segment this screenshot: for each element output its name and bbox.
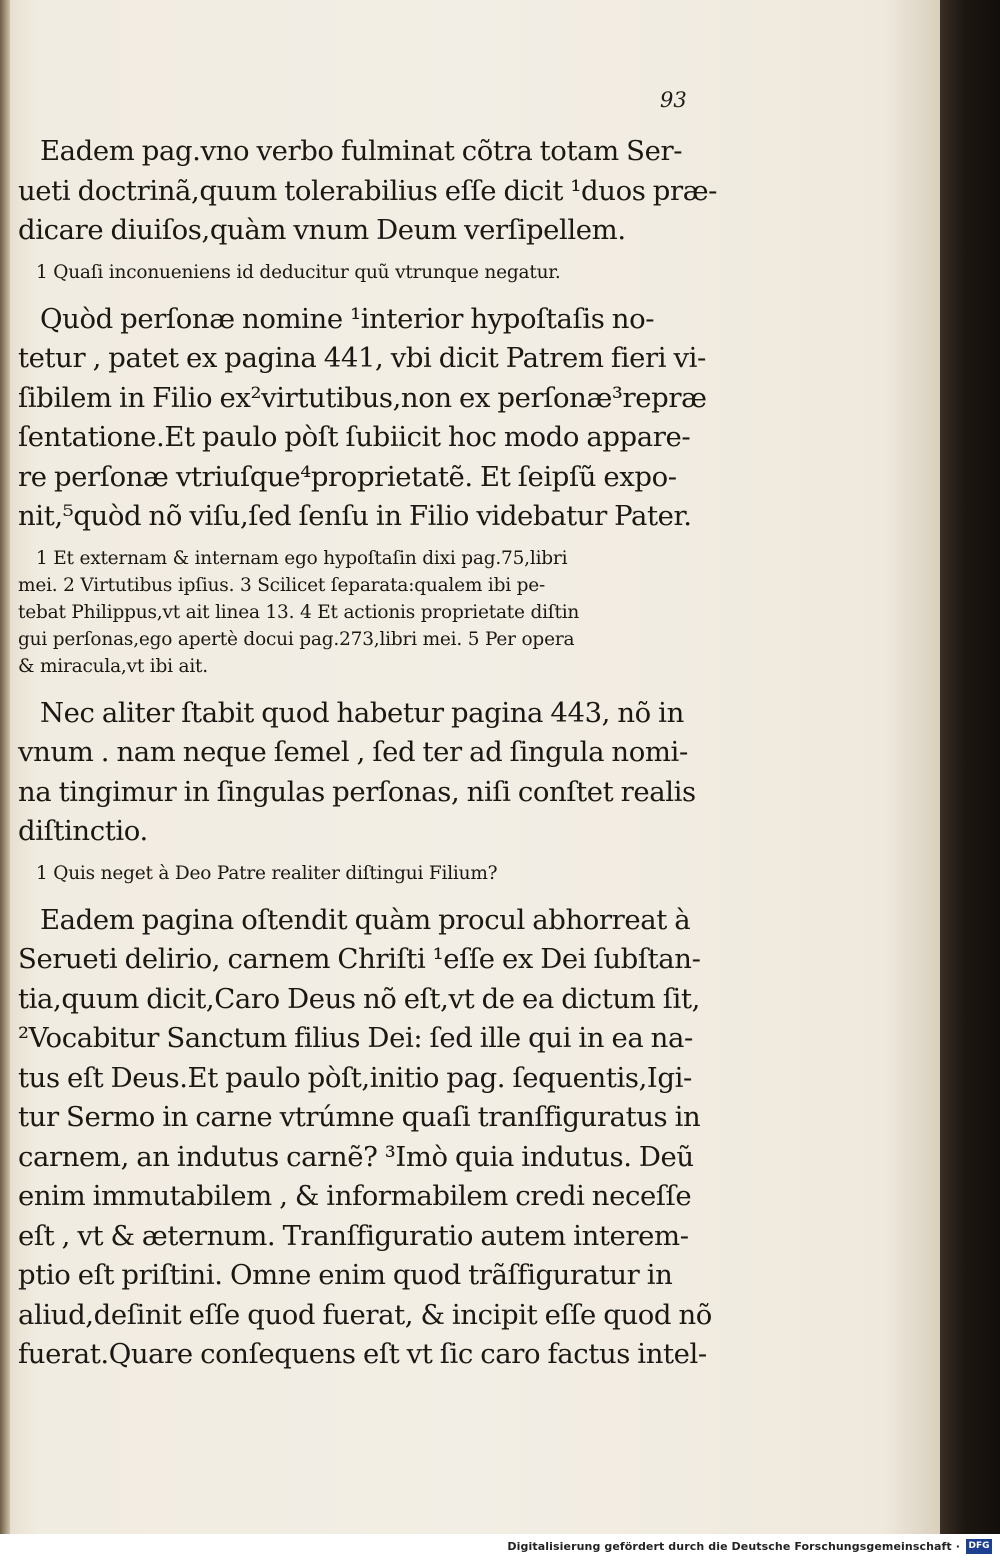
section-gap xyxy=(18,286,708,300)
text-line: tur Sermo in carne vtrúmne quaſi tranſfiguratus in xyxy=(18,1101,701,1133)
footer-credit: Digitalisierung gefördert durch die Deutsche Forschungsgemeinschaft · xyxy=(507,1540,960,1553)
text-line: tia,quum dicit,Caro Deus nõ eſt,vt de ea dictum ſit, xyxy=(18,982,700,1015)
text-line: carnem, an indutus carnẽ? ³Imò quia indutus. Deũ xyxy=(18,1140,694,1173)
text-line: dicare diuiſos,quàm vnum Deum verſipellem. xyxy=(18,214,626,246)
text-line: Serueti delirio, carnem Chriſti ¹eſſe ex Dei ſubſtan- xyxy=(18,943,701,975)
text-line: enim immutabilem , & informabilem credi neceſſe xyxy=(18,1180,692,1212)
footnote-line: tebat Philippus,vt ait linea 13. 4 Et actionis proprietate diſtin xyxy=(18,601,580,623)
text-line: Nec aliter ſtabit quod habetur pagina 443, nõ in xyxy=(40,696,684,729)
page-number: 93 xyxy=(660,88,687,112)
text-line: nit,⁵quòd nõ viſu,ſed ſenſu in Filio videbatur Pater. xyxy=(18,500,692,532)
paragraph xyxy=(18,132,718,251)
text-line: ²Vocabitur Sanctum filius Dei: ſed ille qui in ea na- xyxy=(18,1022,693,1054)
text-line: tus eſt Deus.Et paulo pòſt,initio pag. ſequentis,Igi- xyxy=(18,1061,692,1094)
text-line: ſentatione.Et paulo pòſt ſubiicit hoc modo appare- xyxy=(18,421,691,453)
text-line: Quòd perſonæ nomine ¹interior hypoſtaſis no- xyxy=(40,302,655,335)
footnote-line: 1 Quis neget à Deo Patre realiter diſtingui Filium? xyxy=(36,862,498,884)
scan-background-edge xyxy=(940,0,1000,1534)
section-gap xyxy=(18,537,708,545)
footnote-block xyxy=(18,860,708,887)
text-line: Eadem pagina oſtendit quàm procul abhorreat à xyxy=(40,903,691,936)
section-gap xyxy=(18,680,708,694)
footnote-line: 1 Et externam & internam ego hypoſtaſin dixi pag.75,libri xyxy=(36,547,568,569)
text-line: eſt , vt & æternum. Tranſfiguratio autem interem- xyxy=(18,1219,689,1252)
paragraph xyxy=(18,300,708,537)
page-body xyxy=(18,132,718,1375)
text-line: na tingimur in ſingulas perſonas, niſi conſtet realis xyxy=(18,775,696,808)
footnote-line: 1 Quaſi inconueniens id deducitur quũ vtrunque negatur. xyxy=(36,261,561,283)
footnote-block xyxy=(18,259,708,286)
text-line: ptio eſt priſtini. Omne enim quod trãſfiguratur in xyxy=(18,1259,673,1291)
section-gap xyxy=(18,887,708,901)
footer-bar xyxy=(0,1534,1000,1560)
text-line: re perſonæ vtriuſque⁴proprietatẽ. Et ſeipſũ expo- xyxy=(18,460,677,493)
paragraph xyxy=(18,694,708,852)
footnote-line: & miracula,vt ibi ait. xyxy=(18,655,208,677)
section-gap xyxy=(18,852,708,860)
dfg-logo: DFG xyxy=(966,1539,992,1554)
text-line: fuerat.Quare conſequens eſt vt ſic caro factus intel- xyxy=(18,1338,707,1370)
section-gap xyxy=(18,251,708,259)
footnote-line: gui perſonas,ego apertè docui pag.273,libri mei. 5 Per opera xyxy=(18,628,575,650)
text-line: vnum . nam neque ſemel , ſed ter ad ſingula nomi- xyxy=(18,736,688,768)
footnote-line: mei. 2 Virtutibus ipſius. 3 Scilicet ſeparata:qualem ibi pe- xyxy=(18,574,546,596)
text-line: ueti doctrinã,quum tolerabilius eſſe dicit ¹duos præ- xyxy=(18,174,718,207)
text-line: diſtinctio. xyxy=(18,815,148,847)
footnote-block xyxy=(18,545,708,680)
text-line: aliud,deſinit eſſe quod fuerat, & incipit eſſe quod nõ xyxy=(18,1298,712,1331)
text-line: Eadem pag.vno verbo fulminat cõtra totam Ser- xyxy=(40,135,683,167)
text-line: tetur , patet ex pagina 441, vbi dicit Patrem fieri vi- xyxy=(18,342,706,374)
page-gutter-shadow xyxy=(0,0,10,1534)
text-line: ſibilem in Filio ex²virtutibus,non ex perſonæ³repræ xyxy=(18,381,707,414)
paragraph xyxy=(18,901,712,1375)
